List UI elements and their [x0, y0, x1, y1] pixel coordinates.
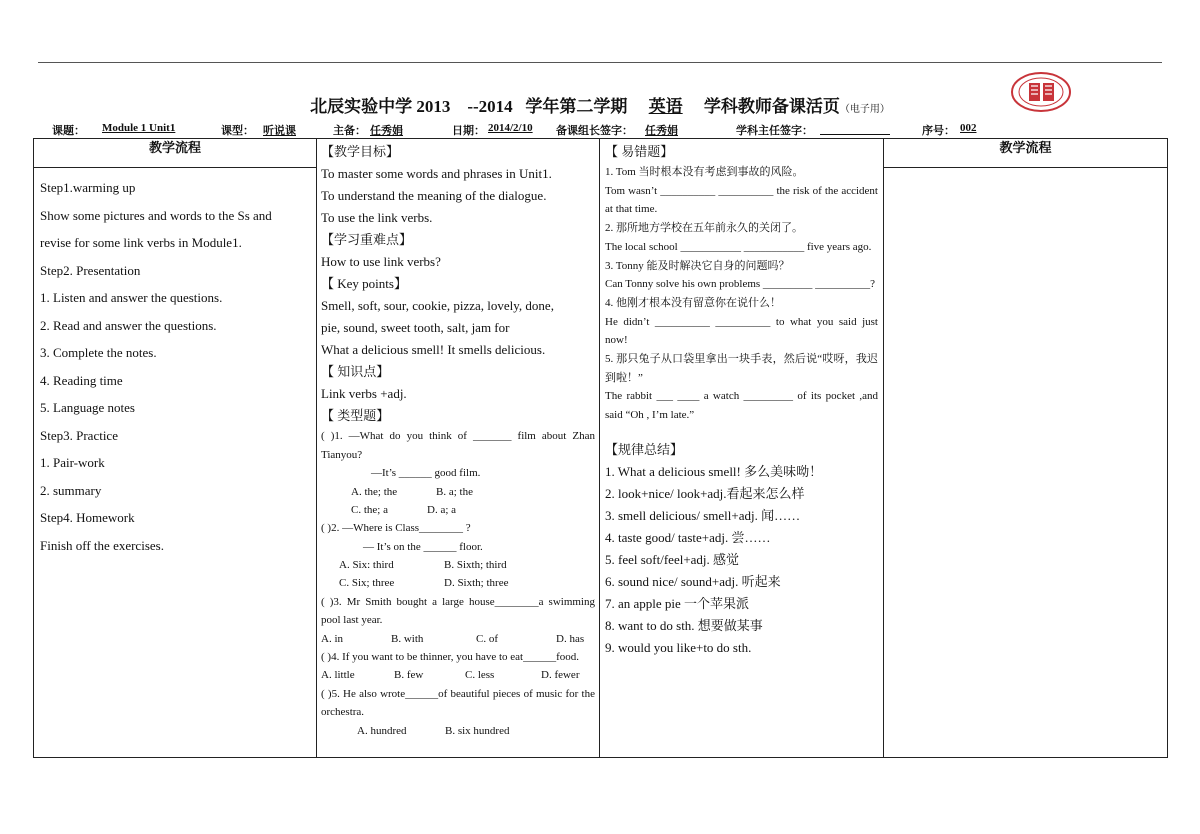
question-1-options: [321, 483, 595, 501]
option: D. has: [556, 632, 585, 645]
question-2-options: [321, 556, 595, 574]
col1-line: 3. Complete the notes.: [40, 345, 157, 360]
date-value: 2014/2/10: [488, 122, 533, 134]
question-3: ( )3. Mr Smith bought a large house________a swimming pool last year.: [321, 595, 595, 627]
col2-line: Link verbs +adj.: [321, 386, 407, 401]
option: D. Sixth; three: [444, 577, 509, 590]
option: B. six hundred: [445, 724, 510, 737]
question-1-options: [321, 501, 595, 519]
col2-line: Smell, soft, sour, cookie, pizza, lovely, done,: [321, 298, 554, 313]
option: B. Sixth; third: [444, 559, 507, 572]
col2-line: How to use link verbs?: [321, 254, 441, 269]
option: A. Six: third: [339, 559, 394, 572]
question-3-options: [321, 630, 595, 648]
lesson-plan-table: [33, 138, 1168, 758]
mistake-item: Can Tonny solve his own problems _________ __________?: [605, 278, 876, 291]
rule-item: 3. smell delicious/ smell+adj. 闻……: [605, 507, 801, 523]
question-1: ( )1. —What do you think of _______ film about Zhan Tianyou?: [321, 430, 595, 461]
col2-line: 【 类型题】: [321, 408, 390, 423]
col4-header: 教学流程: [999, 141, 1052, 156]
question-1-reply: —It’s ______ good film.: [371, 467, 481, 479]
date-label: 日期：: [452, 125, 485, 137]
rule-item: 4. taste good/ taste+adj. 尝……: [605, 529, 771, 545]
rule-item: 5. feel soft/feel+adj. 感觉: [605, 551, 740, 567]
col1-line: 2. Read and answer the questions.: [40, 317, 217, 333]
mistake-item: 3. Tonny 能及时解决它自身的问题吗？: [605, 259, 790, 272]
col1-line: Finish off the exercises.: [40, 537, 164, 553]
option: A. in: [321, 632, 343, 645]
director-label: 学科主任签字：: [736, 125, 813, 137]
col1-content: [34, 168, 316, 559]
option: C. of: [476, 632, 498, 645]
title-subject: 英语: [648, 97, 683, 116]
leader-value: 任秀娟: [645, 125, 678, 137]
option: C. less: [465, 669, 495, 682]
option: D. fewer: [541, 669, 580, 682]
col2-line: 【教学目标】: [321, 144, 400, 159]
type-value: 听说课: [263, 125, 296, 137]
option: B. few: [394, 669, 424, 682]
option: C. the; a: [351, 503, 388, 516]
col1-line: 5. Language notes: [40, 400, 135, 415]
col2-cell: [317, 139, 600, 758]
col2-line: To master some words and phrases in Unit1.: [321, 166, 552, 181]
top-rule: [38, 62, 1162, 63]
option: B. a; the: [436, 485, 473, 498]
option: C. Six; three: [339, 577, 395, 590]
col1-line: Step2. Presentation: [40, 262, 141, 278]
prep-value: 任秀娟: [370, 125, 403, 137]
rules-header: 【规律总结】: [605, 441, 684, 457]
col4-cell: [884, 168, 1168, 758]
question-4-options: [321, 666, 595, 684]
option: A. hundred: [357, 724, 407, 737]
col1-line: 4. Reading time: [40, 372, 123, 388]
col1-line: 2. summary: [40, 482, 102, 498]
rule-item: 1. What a delicious smell! 多么美味呦！: [605, 463, 823, 479]
serial-label: 序号：: [922, 125, 955, 137]
rule-item: 2. look+nice/ look+adj.看起来怎么样: [605, 485, 805, 501]
col2-line: 【 Key points】: [321, 276, 407, 291]
col2-line: 【学习重难点】: [321, 232, 413, 247]
mistake-item: The local school ___________ ___________ five years ago.: [605, 240, 872, 253]
col2-line: What a delicious smell! It smells delicious.: [321, 342, 546, 357]
option: D. a; a: [427, 503, 457, 516]
col2-line: To use the link verbs.: [321, 210, 433, 225]
col1-line: 1. Listen and answer the questions.: [40, 290, 223, 305]
prep-label: 主备：: [333, 125, 366, 137]
col1-line: Step4. Homework: [40, 510, 135, 525]
topic-label: 课题：: [52, 125, 85, 137]
col1-line: Show some pictures and words to the Ss and: [40, 207, 272, 223]
option: A. the; the: [351, 485, 398, 498]
col1-header-cell: [34, 139, 317, 168]
question-2: ( )2. —Where is Class________ ?: [321, 522, 471, 535]
mistake-item: Tom wasn’t __________ __________ the risk of the accident at that time.: [605, 184, 878, 216]
title-suffix: （电子用）: [839, 104, 890, 115]
option: A. little: [321, 669, 355, 682]
col2-content: [317, 139, 599, 740]
col1-header: 教学流程: [148, 141, 201, 156]
rule-item: 9. would you like+to do sth.: [605, 639, 752, 655]
mistake-item: He didn’t __________ __________ to what you said just now!: [605, 315, 878, 347]
col1-line: revise for some link verbs in Module1.: [40, 235, 242, 250]
question-5-options: [321, 722, 595, 740]
option: B. with: [391, 632, 424, 645]
mistake-item: 1. Tom 当时根本没有考虑到事故的风险。: [605, 166, 804, 178]
question-2-reply: — It’s on the ______ floor.: [363, 540, 483, 553]
serial-value: 002: [960, 122, 977, 134]
col2-line: pie, sound, sweet tooth, salt, jam for: [321, 320, 510, 335]
rule-item: 7. an apple pie 一个苹果派: [605, 595, 750, 611]
director-signature-blank: [820, 122, 890, 135]
title-tail: 学科教师备课活页: [682, 97, 840, 116]
col2-line: 【 知识点】: [321, 364, 390, 379]
mistake-item: 5. 那只兔子从口袋里拿出一块手表，然后说“哎呀，我迟到啦！”: [605, 353, 878, 384]
rule-item: 6. sound nice/ sound+adj. 听起来: [605, 573, 781, 589]
school-seal-icon: [1010, 72, 1072, 112]
col2-line: To understand the meaning of the dialogue.: [321, 188, 547, 203]
question-5: ( )5. He also wrote______of beautiful pieces of music for the orchestra.: [321, 687, 595, 719]
col1-cell: [34, 168, 317, 758]
col3-cell: [600, 139, 884, 758]
mistake-item: The rabbit ___ ____ a watch _________ of its pocket ,and said “Oh , I’m late.”: [605, 390, 878, 422]
mistake-item: 4. 他刚才根本没有留意你在说什么！: [605, 296, 781, 309]
col3-header: 【 易错题】: [605, 144, 674, 159]
title-main: 北辰实验中学 2013 --2014 学年第二学期: [310, 97, 649, 116]
type-label: 课型：: [221, 125, 254, 137]
mistake-item: 2. 那所地方学校在五年前永久的关闭了。: [605, 222, 803, 235]
col1-line: Step1.warming up: [40, 180, 136, 195]
question-4: ( )4. If you want to be thinner, you have to eat______food.: [321, 650, 579, 663]
leader-label: 备课组长签字：: [556, 125, 633, 137]
question-2-options: [321, 574, 595, 592]
col4-header-cell: [884, 139, 1168, 168]
rule-item: 8. want to do sth. 想要做某事: [605, 617, 763, 633]
col3-content: [600, 139, 883, 659]
topic-value: Module 1 Unit1: [102, 122, 176, 134]
col1-line: Step3. Practice: [40, 427, 118, 443]
col1-line: 1. Pair-work: [40, 455, 105, 470]
